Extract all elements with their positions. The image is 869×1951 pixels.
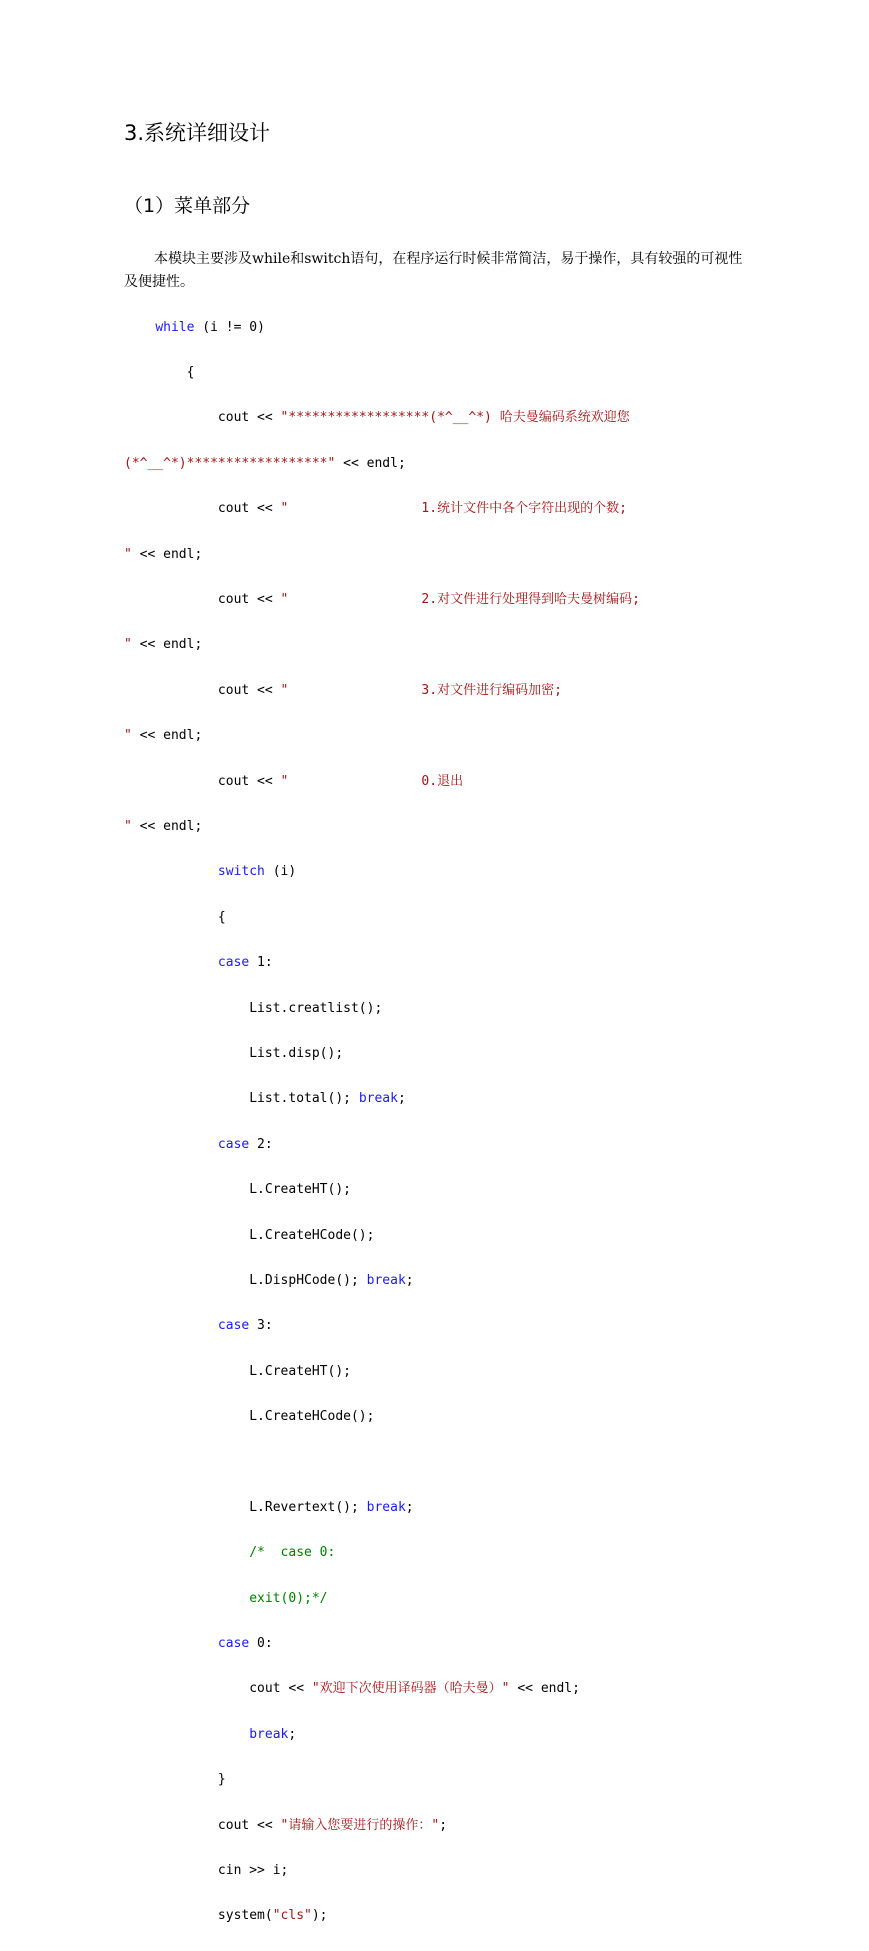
code-line [124,1361,640,1384]
keyword: case [217,955,250,971]
code-line [124,317,640,340]
intro-paragraph: 本模块主要涉及while和switch语句，在程序运行时候非常简洁，易于操作，具有较强的可视性及便捷性。 [124,251,743,290]
code-line [124,1542,640,1565]
string-literal: (*^__^*)******************" [124,455,336,471]
code-line [124,1633,640,1656]
code-text: cout << [217,773,281,789]
code-line [124,1815,640,1838]
string-literal: " 1.统计文件中各个字符出现的个数; [280,501,627,517]
code-text: 0: [249,1636,273,1652]
code-line [124,1043,640,1066]
code-line [124,453,640,476]
code-text: List.disp(); [249,1045,344,1061]
code-text: cout << [217,592,281,608]
code-line [124,725,640,748]
keyword: break [366,1272,406,1288]
code-text: { [186,365,195,381]
comment: /* case 0: [249,1545,336,1561]
code-text: L.CreateHCode(); [249,1227,375,1243]
code-line [124,907,640,930]
code-text: ; [405,1499,414,1515]
code-line [124,1088,640,1111]
code-text: (i) [264,864,297,880]
keyword: break [249,1726,289,1742]
keyword: while [155,319,195,335]
string-literal: "请输入您要进行的操作：" [280,1817,440,1833]
code-line [124,952,640,975]
code-line [124,1451,640,1474]
code-line [124,1678,640,1701]
code-line [124,680,640,703]
code-text: ; [405,1272,414,1288]
keyword: switch [217,864,265,880]
keyword: break [366,1499,406,1515]
code-text: cout << [249,1681,312,1697]
code-line [124,771,640,794]
code-line [124,544,640,567]
code-text: << endl; [335,455,406,471]
string-literal: " [124,728,132,744]
code-line [124,998,640,1021]
code-line [124,1588,640,1611]
code-text: 2: [249,1136,273,1152]
keyword: case [217,1636,250,1652]
code-line [124,1134,640,1157]
code-line [124,362,640,385]
string-literal: "******************(*^__^*) 哈夫曼编码系统欢迎您 [280,410,630,426]
string-literal: " 2.对文件进行处理得到哈夫曼树编码; [280,592,640,608]
code-line [124,1179,640,1202]
code-text: { [217,909,226,925]
string-literal: "cls" [272,1908,312,1924]
code-text: L.CreateHCode(); [249,1409,375,1425]
code-text: 1: [249,955,273,971]
code-line [124,589,640,612]
code-text: ; [288,1726,297,1742]
code-text: cin >> i; [217,1862,289,1878]
code-text: List.creatlist(); [249,1000,383,1016]
keyword: case [217,1318,250,1334]
code-line [124,407,640,430]
code-line [124,861,640,884]
code-text: ; [397,1091,406,1107]
code-text: ); [311,1908,328,1924]
string-literal: " [124,546,132,562]
keyword: break [358,1091,398,1107]
code-text: (i != 0) [194,319,265,335]
code-line [124,634,640,657]
code-line [124,1905,640,1928]
string-literal: " 3.对文件进行编码加密; [280,682,562,698]
code-text: List.total(); [249,1091,359,1107]
comment: exit(0);*/ [249,1590,328,1606]
code-line [124,816,640,839]
code-text: ; [439,1817,448,1833]
code-text: << endl; [131,546,203,562]
code-line [124,498,640,521]
string-literal: " [124,637,132,653]
code-line [124,1270,640,1293]
code-text: cout << [217,410,281,426]
code-line [124,1497,640,1520]
code-text: 3: [249,1318,273,1334]
string-literal: " 0.退出 [280,773,464,789]
code-text: system( [217,1908,273,1924]
code-text: L.CreateHT(); [249,1363,351,1379]
code-text: L.CreateHT(); [249,1182,351,1198]
string-literal: " [124,819,132,834]
code-text: << endl; [131,728,203,744]
code-text: cout << [217,1817,281,1833]
code-block [124,294,640,1951]
code-line [124,1769,640,1792]
code-text: L.DispHCode(); [249,1272,367,1288]
code-text: << endl; [131,819,203,834]
code-text: cout << [217,682,281,698]
code-text: L.Revertext(); [249,1499,367,1515]
section-heading: 3.系统详细设计 [124,121,271,145]
code-text: } [217,1772,226,1788]
string-literal: "欢迎下次使用译码器（哈夫曼）" [311,1681,510,1697]
code-line [124,1724,640,1747]
code-text: << endl; [509,1681,580,1697]
subsection-heading: （1）菜单部分 [124,195,251,217]
code-line [124,1315,640,1338]
code-line [124,1860,640,1883]
code-text: cout << [217,501,281,517]
code-text: << endl; [131,637,203,653]
code-line [124,1406,640,1429]
keyword: case [217,1136,250,1152]
